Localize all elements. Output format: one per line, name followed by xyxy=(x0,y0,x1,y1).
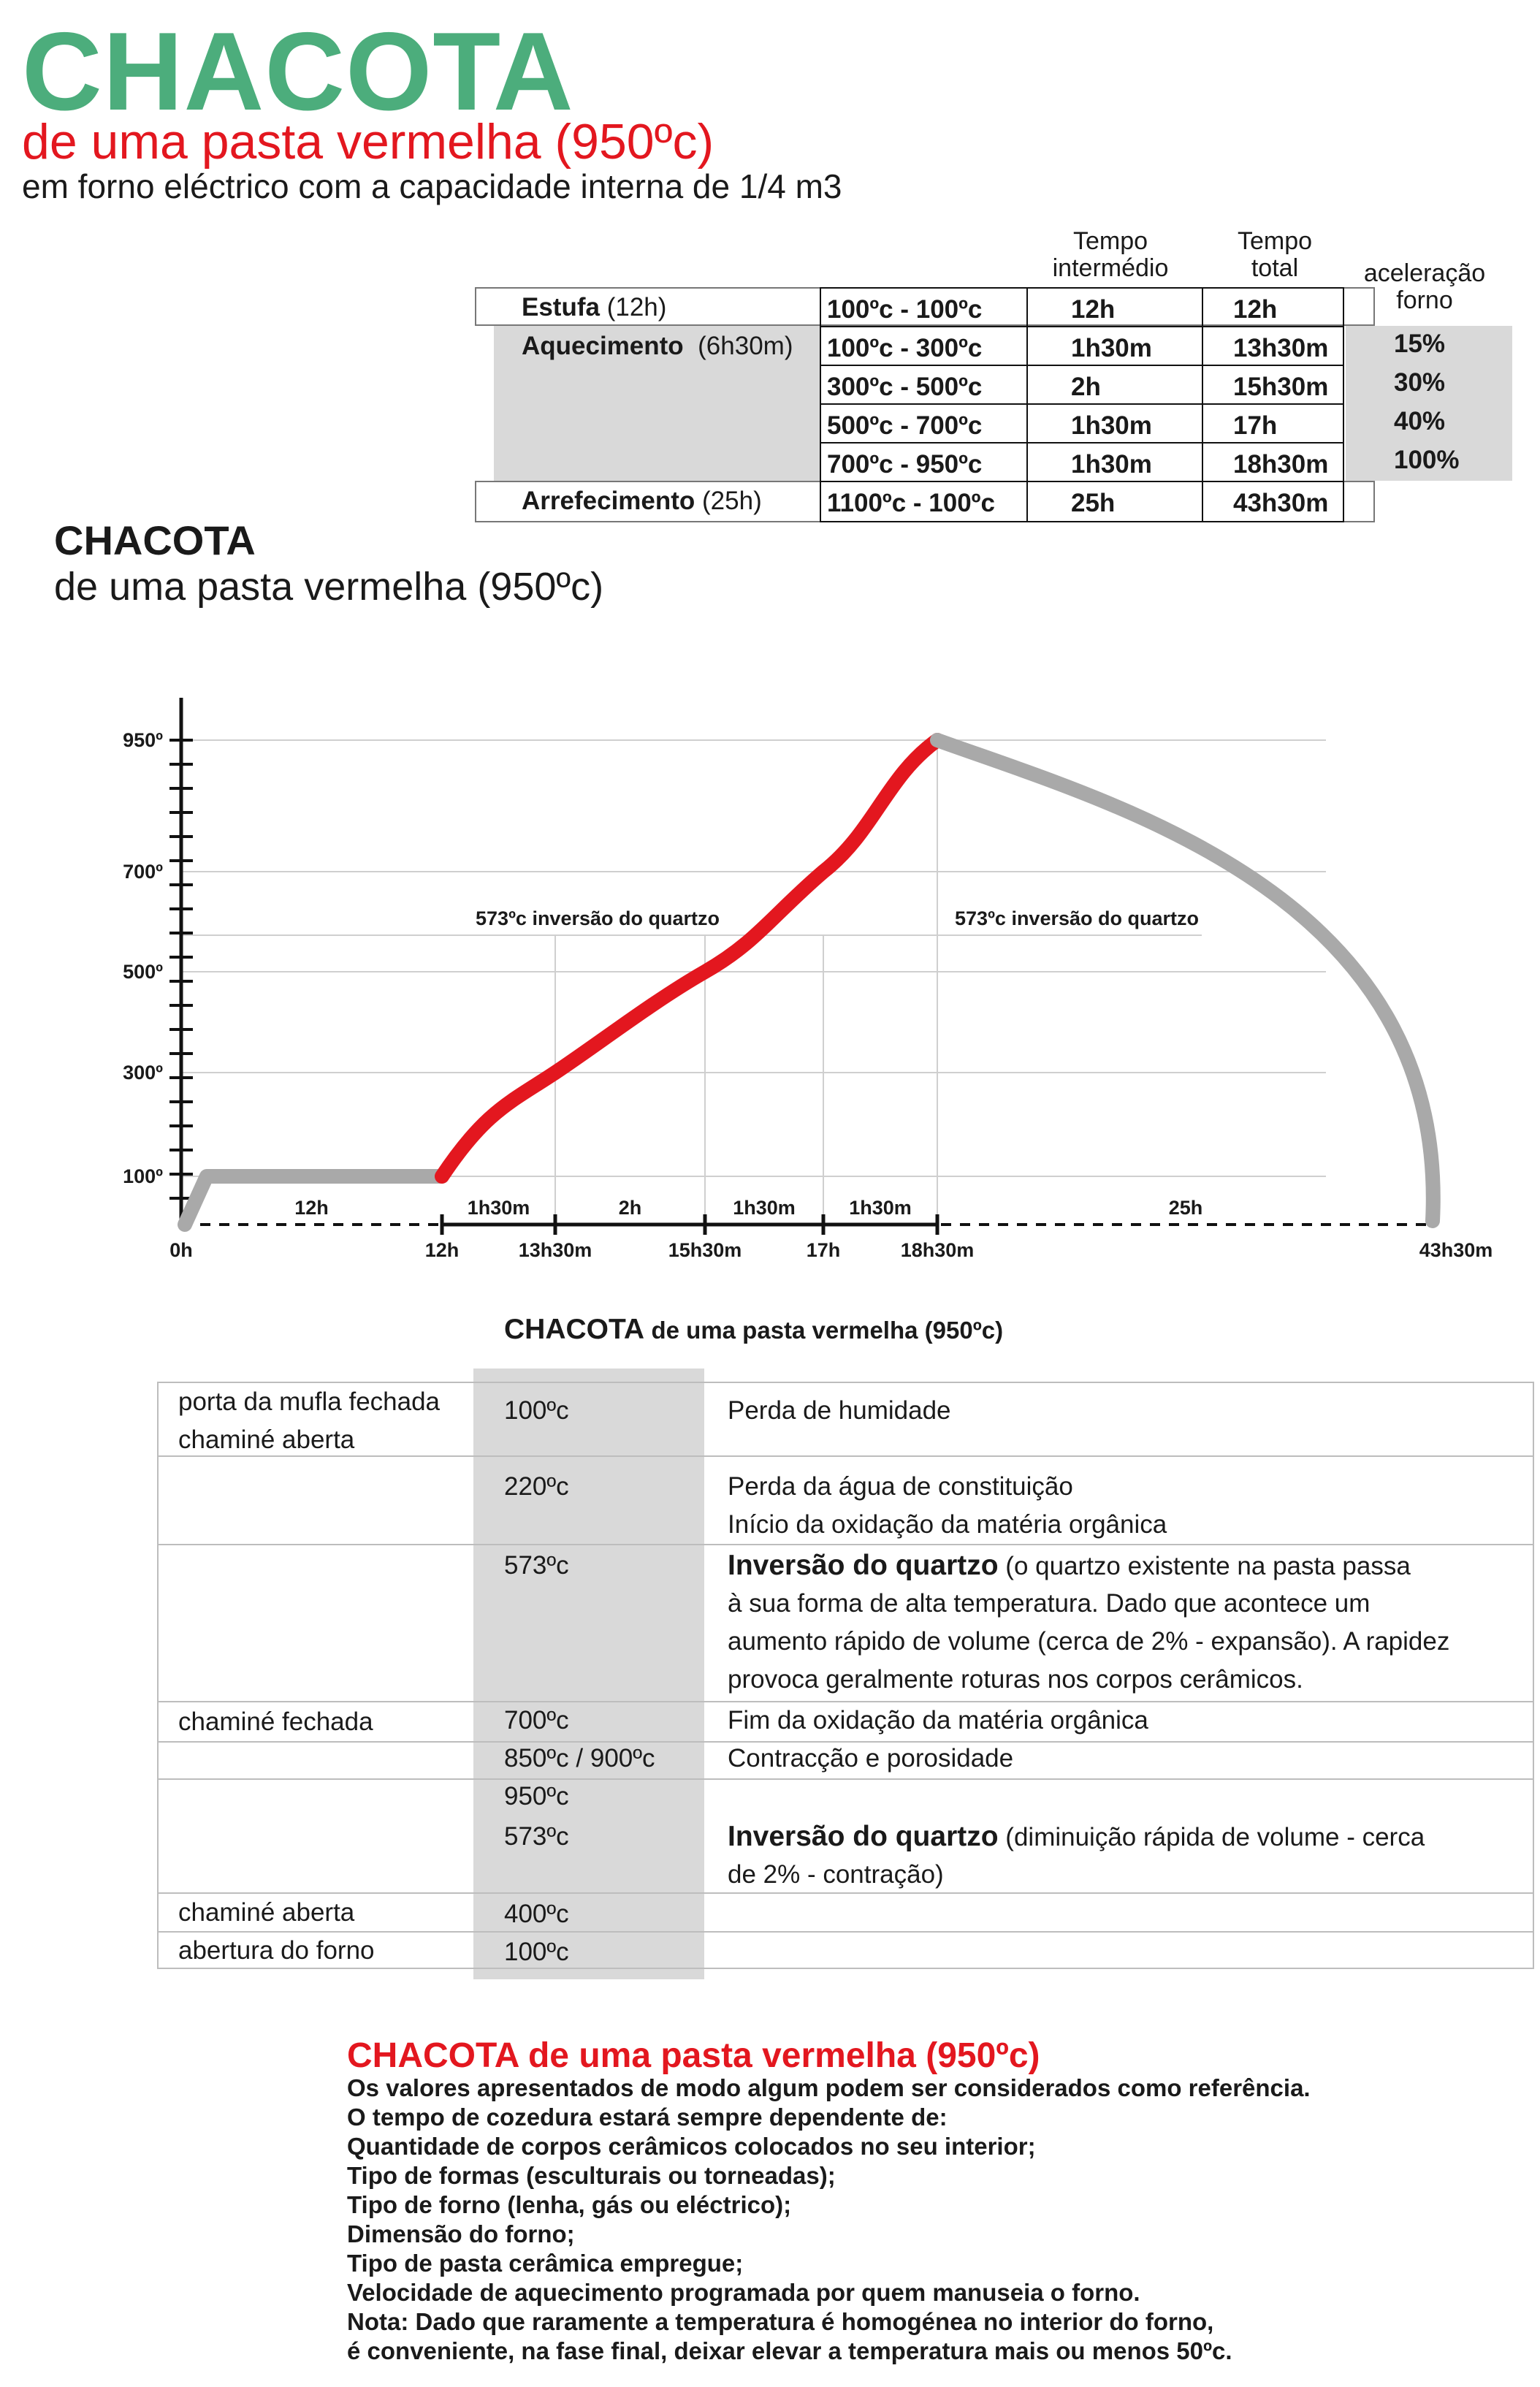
grid-line-4 xyxy=(820,442,1344,443)
y-tick-label: 700º xyxy=(123,861,163,883)
stage-description: Perda de humidade xyxy=(728,1396,951,1425)
col-header-accel-line2: forno xyxy=(1396,286,1453,314)
x-tick-label: 17h xyxy=(806,1239,841,1261)
schedule-range: 300ºc - 500ºc xyxy=(827,373,983,401)
col-header-intermediate-line2: intermédio xyxy=(1052,254,1169,282)
schedule-total: 13h30m xyxy=(1233,334,1329,362)
schedule-range: 700ºc - 950ºc xyxy=(827,450,983,479)
col-header-accel-line1: aceleração xyxy=(1363,259,1486,287)
stage-temperature: 850ºc / 900ºc xyxy=(504,1744,655,1773)
col-header-total xyxy=(1205,228,1344,281)
stage-description-rest: (o quartzo existente na pasta passa xyxy=(1005,1552,1411,1580)
schedule-accel: 15% xyxy=(1394,330,1446,358)
schedule-range: 100ºc - 300ºc xyxy=(827,334,983,362)
note-line: Tipo de forno (lenha, gás ou eléctrico); xyxy=(347,2191,792,2218)
note-line: Velocidade de aquecimento programada por quem manuseia o forno. xyxy=(347,2279,1140,2306)
schedule-accel: 30% xyxy=(1394,368,1446,397)
schedule-range: 500ºc - 700ºc xyxy=(827,411,983,440)
note-line: Tipo de formas (esculturais ou torneadas); xyxy=(347,2162,836,2189)
stage-estufa-name: Estufa xyxy=(522,293,600,321)
grid-line-5 xyxy=(820,481,1344,482)
stage-arrefecimento xyxy=(522,488,762,514)
quartz-annotation-cooling: 573ºc inversão do quartzo xyxy=(955,907,1199,929)
note-line: Quantidade de corpos cerâmicos colocados no seu interior; xyxy=(347,2133,1036,2160)
chart-heading-subtitle: de uma pasta vermelha (950ºc) xyxy=(54,565,604,609)
grid-line-1 xyxy=(820,326,1344,327)
note-line: O tempo de cozedura estará sempre dependente de: xyxy=(347,2104,948,2131)
stages-table-title-rest: de uma pasta vermelha (950ºc) xyxy=(651,1317,1004,1344)
note-line: é conveniente, na fase final, deixar elevar a temperatura mais ou menos 50ºc. xyxy=(347,2337,1232,2364)
stage-temperature: 700ºc xyxy=(504,1706,569,1735)
interval-label: 1h30m xyxy=(733,1197,796,1219)
stage-aquecimento xyxy=(522,333,793,359)
row-rule xyxy=(157,1544,1534,1545)
stage-action: chaminé fechada xyxy=(178,1708,373,1736)
schedule-intermediate: 2h xyxy=(1071,373,1101,401)
stage-temperature: 573ºc xyxy=(504,1551,569,1580)
x-tick-label: 0h xyxy=(169,1239,193,1261)
page-subtitle: de uma pasta vermelha (950ºc) xyxy=(22,114,714,170)
stage-temperature: 950ºc xyxy=(504,1782,569,1811)
schedule-total: 43h30m xyxy=(1233,489,1329,517)
y-tick-label: 100º xyxy=(123,1165,163,1187)
col-header-total-line2: total xyxy=(1251,254,1299,282)
schedule-accel: 40% xyxy=(1394,407,1446,435)
interval-label: 12h xyxy=(294,1197,329,1219)
stage-description: à sua forma de alta temperatura. Dado que acontece um xyxy=(728,1589,1371,1618)
stage-estufa xyxy=(522,294,666,320)
note-line: Tipo de pasta cerâmica empregue; xyxy=(347,2250,744,2277)
stage-action: chaminé aberta xyxy=(178,1425,355,1454)
grid-line-3 xyxy=(820,403,1344,405)
stage-description xyxy=(728,1818,1425,1857)
schedule-range: 100ºc - 100ºc xyxy=(827,295,983,324)
quartz-annotation-heating: 573ºc inversão do quartzo xyxy=(476,907,720,929)
firing-curve-chart xyxy=(0,679,1540,1279)
stage-description: Perda da água de constituição xyxy=(728,1472,1073,1501)
schedule-total: 12h xyxy=(1233,295,1278,324)
stage-description-bold: Inversão do quartzo xyxy=(728,1550,999,1581)
note-line: Os valores apresentados de modo algum podem ser considerados como referência. xyxy=(347,2074,1311,2101)
stage-arrefecimento-name: Arrefecimento xyxy=(522,487,695,515)
chart-heading-title: CHACOTA xyxy=(54,517,256,563)
stage-description-bold: Inversão do quartzo xyxy=(728,1821,999,1852)
stages-table-title-bold: CHACOTA xyxy=(504,1314,644,1345)
x-tick-label: 43h30m xyxy=(1419,1239,1493,1261)
stage-description: Fim da oxidação da matéria orgânica xyxy=(728,1706,1148,1735)
schedule-total: 17h xyxy=(1233,411,1278,440)
y-tick-label: 300º xyxy=(123,1062,163,1084)
stage-action: chaminé aberta xyxy=(178,1898,355,1927)
grid-divider-1 xyxy=(1026,287,1028,522)
x-tick-label: 15h30m xyxy=(668,1239,742,1261)
col-header-intermediate-line1: Tempo xyxy=(1072,227,1148,255)
stage-temperature: 100ºc xyxy=(504,1396,569,1425)
stage-action: abertura do forno xyxy=(178,1936,375,1965)
stage-temperature: 573ºc xyxy=(504,1822,569,1851)
x-tick-label: 12h xyxy=(424,1239,460,1261)
row-rule xyxy=(157,1455,1534,1457)
grid-line-2 xyxy=(820,365,1344,366)
schedule-range: 1100ºc - 100ºc xyxy=(827,489,995,517)
page-title: CHACOTA xyxy=(22,9,574,134)
stage-description-rest: (diminuição rápida de volume - cerca xyxy=(1005,1823,1425,1851)
x-tick-label: 18h30m xyxy=(900,1239,975,1261)
temperature-column-shade xyxy=(473,1368,704,1979)
stage-description: Início da oxidação da matéria orgânica xyxy=(728,1510,1167,1539)
notes-title: CHACOTA de uma pasta vermelha (950ºc) xyxy=(347,2036,1040,2075)
schedule-intermediate: 1h30m xyxy=(1071,411,1152,440)
curve-heating xyxy=(442,740,937,1176)
stage-temperature: 220ºc xyxy=(504,1472,569,1501)
stage-description: aumento rápido de volume (cerca de 2% - expansão). A rapidez xyxy=(728,1627,1450,1656)
table-left-rule xyxy=(157,1382,159,1969)
stage-temperature: 100ºc xyxy=(504,1938,569,1966)
stage-description: provoca geralmente roturas nos corpos cerâmicos. xyxy=(728,1665,1303,1694)
stage-aquecimento-time: (6h30m) xyxy=(698,332,793,360)
col-header-intermediate xyxy=(1041,228,1180,281)
interval-label: 1h30m xyxy=(849,1197,912,1219)
curve-cooling xyxy=(937,740,1433,1221)
stages-table-title xyxy=(504,1314,1003,1346)
stage-aquecimento-name: Aquecimento xyxy=(522,332,684,360)
y-tick-label: 500º xyxy=(123,961,163,983)
stage-description xyxy=(728,1547,1411,1585)
stage-description: de 2% - contração) xyxy=(728,1860,944,1889)
note-line: Nota: Dado que raramente a temperatura é homogénea no interior do forno, xyxy=(347,2308,1214,2335)
grid-divider-2 xyxy=(1202,287,1203,522)
interval-label: 2h xyxy=(618,1197,642,1219)
x-tick-label: 13h30m xyxy=(518,1239,592,1261)
schedule-intermediate: 25h xyxy=(1071,489,1116,517)
interval-label: 1h30m xyxy=(467,1197,530,1219)
row-rule xyxy=(157,1778,1534,1780)
stage-action: porta da mufla fechada xyxy=(178,1387,441,1416)
schedule-accel: 100% xyxy=(1394,446,1460,474)
page-description: em forno eléctrico com a capacidade interna de 1/4 m3 xyxy=(22,167,842,205)
stage-description: Contracção e porosidade xyxy=(728,1744,1014,1773)
schedule-intermediate: 1h30m xyxy=(1071,334,1152,362)
schedule-total: 15h30m xyxy=(1233,373,1329,401)
table-right-rule xyxy=(1533,1382,1534,1969)
schedule-total: 18h30m xyxy=(1233,450,1329,479)
stage-arrefecimento-time: (25h) xyxy=(702,487,762,515)
note-line: Dimensão do forno; xyxy=(347,2220,575,2247)
schedule-intermediate: 1h30m xyxy=(1071,450,1152,479)
col-header-total-line1: Tempo xyxy=(1237,227,1313,255)
stage-temperature: 400ºc xyxy=(504,1900,569,1928)
interval-label: 25h xyxy=(1168,1197,1203,1219)
schedule-intermediate: 12h xyxy=(1071,295,1116,324)
stage-estufa-time: (12h) xyxy=(606,293,667,321)
y-tick-label: 950º xyxy=(123,729,163,751)
